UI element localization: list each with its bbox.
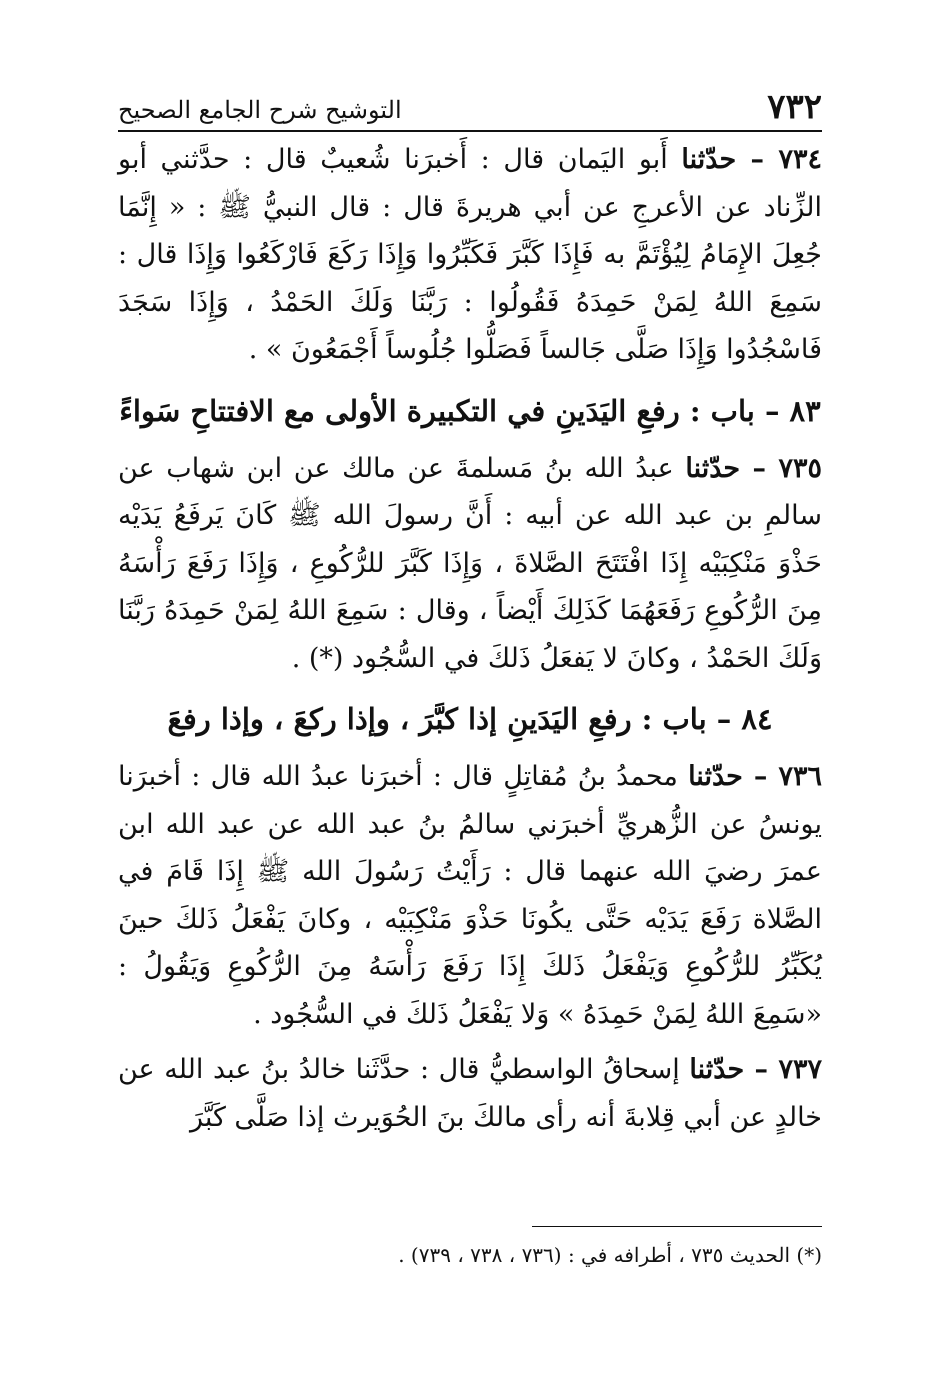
- hadith-text: محمدُ بنُ مُقاتِلٍ قال : أخبرَنا عبدُ الله قال : أخبرَنا يونسُ عن الزُّهريِّ أخبرَني سالمُ بنُ عبد الله عن عبد الله ابن عمرَ رضيَ الله عنهما قال : رَأَيْتُ رَسُولَ الله ﷺ إِذَا قَامَ في الصَّلاة رَفَعَ يَدَيْه حَتَّى يكُونَا حَذْوَ مَنْكِبَيْه ، وكانَ يَفْعَلُ ذَلكَ حينَ يُكَبِّرُ للرُّكُوعِ وَيَفْعَلُ ذَلكَ إِذَا رَفَعَ رَأْسَهُ مِنَ الرُّكُوعِ وَيَقُولُ : «سَمِعَ اللهُ لِمَنْ حَمِدَهُ » وَلا يَفْعَلُ ذَلكَ في السُّجُود .: [118, 761, 822, 1030]
- hadith-number: ٧٣٧ – حدّثنا: [689, 1054, 822, 1085]
- hadith-text: إسحاقُ الواسطيُّ قال : حدَّثَنا خالدُ بنُ عبد الله عن خالدٍ عن أبي قِلابةَ أنه رأى مالكَ بنَ الحُوَيرث إذا صَلَّى كَبَّرَ: [118, 1054, 822, 1133]
- chapter-heading-84: ٨٤ – باب : رفعِ اليَدَينِ إذا كبَّرَ ، وإذا ركعَ ، وإذا رفعَ: [167, 702, 773, 736]
- footnote-separator: [532, 1226, 822, 1227]
- hadith-text: عبدُ الله بنُ مَسلمةَ عن مالك عن ابن شهاب عن سالمِ بن عبد الله عن أبيه : أَنَّ رسولَ الله ﷺ كَانَ يَرفَعُ يَدَيْه حَذْوَ مَنْكِبَيْه إِذَا افْتَتَحَ الصَّلاةَ ، وَإِذَا كَبَّرَ للرُّكُوعِ ، وَإِذَا رَفَعَ رَأْسَهُ مِنَ الرُّكُوعِ رَفَعَهُمَا كَذَلِكَ أَيْضاً ، وقال : سَمِعَ اللهُ لِمَنْ حَمِدَهُ رَبَّنَا وَلَكَ الحَمْدُ ، وكانَ لا يَفعَلُ ذَلكَ في السُّجُود (*) .: [118, 452, 822, 674]
- hadith-number: ٧٣٦ – حدّثنا: [688, 761, 822, 792]
- running-title: التوشيح شرح الجامع الصحيح: [118, 96, 402, 124]
- footnote: (*) الحديث ٧٣٥ ، أطرافه في : (٧٣٦ ، ٧٣٨ ، ٧٣٩) .: [398, 1243, 822, 1267]
- hadith-736: [118, 753, 822, 1038]
- hadith-737: [118, 1046, 822, 1141]
- hadith-text: أَبو اليَمان قال : أَخبرَنا شُعيبٌ قال : حدَّثني أبو الزِّناد عن الأعرجِ عن أبي هريرةَ قال : قال النبيُّ ﷺ : « إِنَّمَا جُعِلَ الإِمَامُ لِيُؤْتَمَّ به فَإِذَا كَبَّرَ فَكَبِّرُوا وَإِذَا رَكَعَ فَارْكَعُوا وَإِذَا قال : سَمِعَ اللهُ لِمَنْ حَمِدَهُ فَقُولُوا : رَبَّنَا وَلَكَ الحَمْدُ ، وَإِذَا سَجَدَ فَاسْجُدُوا وَإِذَا صَلَّى جَالساً فَصَلُّوا جُلُوساً أَجْمَعُونَ » .: [118, 144, 822, 365]
- hadith-number: ٧٣٥ – حدّثنا: [685, 452, 822, 484]
- page-body: [118, 136, 822, 1141]
- hadith-734: [118, 136, 822, 374]
- hadith-number: ٧٣٤ – حدّثنا: [681, 144, 822, 175]
- hadith-735: [118, 445, 822, 683]
- chapter-heading-83: ٨٣ – باب : رفعِ اليَدَينِ في التكبيرة الأولى مع الافتتاحِ سَواءً: [119, 393, 821, 428]
- page-number: ٧٣٢: [767, 87, 822, 127]
- page-header: [118, 82, 822, 132]
